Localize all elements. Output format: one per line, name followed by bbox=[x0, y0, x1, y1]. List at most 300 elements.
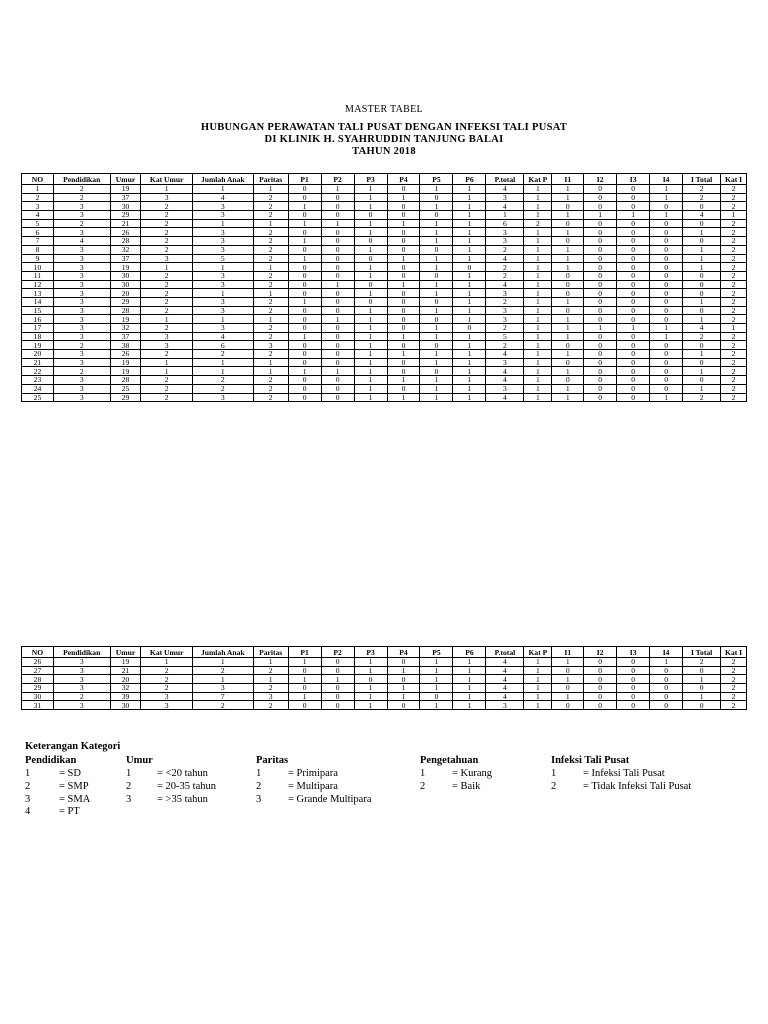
table-cell: 1 bbox=[141, 367, 192, 376]
table-cell: 1 bbox=[420, 384, 453, 393]
table-cell: 4 bbox=[683, 211, 721, 220]
column-header: NO bbox=[22, 647, 54, 658]
table-cell: 2 bbox=[141, 219, 192, 228]
table-row bbox=[22, 237, 747, 246]
table-cell: 4 bbox=[486, 367, 524, 376]
table-cell: 1 bbox=[387, 254, 420, 263]
table-cell: 1 bbox=[552, 367, 584, 376]
table-cell: 3 bbox=[53, 384, 110, 393]
table-cell: 1 bbox=[420, 393, 453, 402]
table-cell: 0 bbox=[288, 263, 321, 272]
table-cell: 2 bbox=[141, 280, 192, 289]
table-cell: 1 bbox=[354, 666, 387, 675]
table-cell: 3 bbox=[486, 228, 524, 237]
table-cell: 1 bbox=[524, 324, 552, 333]
table-cell: 6 bbox=[486, 219, 524, 228]
table-cell: 0 bbox=[683, 358, 721, 367]
table-cell: 30 bbox=[110, 701, 141, 710]
table-cell: 3 bbox=[53, 271, 110, 280]
table-cell: 0 bbox=[683, 701, 721, 710]
table-cell: 0 bbox=[650, 376, 683, 385]
table-cell: 2 bbox=[53, 367, 110, 376]
table-cell: 0 bbox=[683, 684, 721, 693]
table-cell: 0 bbox=[584, 306, 617, 315]
table-cell: 0 bbox=[650, 271, 683, 280]
table-cell: 1 bbox=[524, 297, 552, 306]
table-cell: 1 bbox=[354, 393, 387, 402]
table-cell: 3 bbox=[141, 193, 192, 202]
table-cell: 1 bbox=[683, 367, 721, 376]
table-cell: 19 bbox=[110, 263, 141, 272]
table-cell: 1 bbox=[420, 358, 453, 367]
table-cell: 2 bbox=[721, 306, 747, 315]
column-header: P2 bbox=[321, 174, 354, 185]
table-cell: 19 bbox=[110, 658, 141, 667]
table-cell: 1 bbox=[354, 367, 387, 376]
table-cell: 21 bbox=[110, 666, 141, 675]
table-cell: 2 bbox=[253, 280, 288, 289]
table-cell: 0 bbox=[387, 358, 420, 367]
table-cell: 0 bbox=[617, 367, 650, 376]
table-cell: 0 bbox=[584, 193, 617, 202]
table-cell: 0 bbox=[584, 237, 617, 246]
table-cell: 0 bbox=[288, 193, 321, 202]
table-cell: 1 bbox=[387, 393, 420, 402]
table-cell: 1 bbox=[683, 350, 721, 359]
table-cell: 2 bbox=[192, 376, 253, 385]
table-cell: 0 bbox=[354, 211, 387, 220]
table-cell: 2 bbox=[22, 193, 54, 202]
table-cell: 0 bbox=[584, 185, 617, 194]
table-cell: 1 bbox=[650, 185, 683, 194]
table-cell: 1 bbox=[552, 675, 584, 684]
table-cell: 32 bbox=[110, 684, 141, 693]
table-cell: 2 bbox=[721, 254, 747, 263]
table-cell: 0 bbox=[387, 202, 420, 211]
document-subtitle-line-1: HUBUNGAN PERAWATAN TALI PUSAT DENGAN INFEKSI TALI PUSAT bbox=[200, 122, 568, 133]
table-cell: 18 bbox=[22, 332, 54, 341]
table-cell: 0 bbox=[420, 297, 453, 306]
table-row bbox=[22, 245, 747, 254]
table-cell: 0 bbox=[387, 315, 420, 324]
column-header: I3 bbox=[617, 647, 650, 658]
table-cell: 1 bbox=[321, 219, 354, 228]
table-cell: 3 bbox=[192, 280, 253, 289]
table-cell: 3 bbox=[53, 280, 110, 289]
table-cell: 1 bbox=[453, 658, 486, 667]
table-cell: 1 bbox=[617, 324, 650, 333]
table-cell: 1 bbox=[552, 324, 584, 333]
table-cell: 1 bbox=[453, 202, 486, 211]
table-cell: 3 bbox=[53, 666, 110, 675]
table-cell: 0 bbox=[650, 254, 683, 263]
column-header: P2 bbox=[321, 647, 354, 658]
table-cell: 1 bbox=[524, 211, 552, 220]
table-cell: 24 bbox=[22, 384, 54, 393]
table-cell: 0 bbox=[584, 658, 617, 667]
table-cell: 1 bbox=[420, 237, 453, 246]
table-cell: 1 bbox=[354, 315, 387, 324]
table-cell: 0 bbox=[617, 254, 650, 263]
table-cell: 1 bbox=[192, 358, 253, 367]
table-cell: 0 bbox=[321, 211, 354, 220]
table-cell: 0 bbox=[584, 341, 617, 350]
table-cell: 1 bbox=[524, 350, 552, 359]
table-cell: 2 bbox=[721, 692, 747, 701]
table-cell: 0 bbox=[387, 658, 420, 667]
table-cell: 1 bbox=[387, 332, 420, 341]
table-cell: 1 bbox=[387, 219, 420, 228]
table-cell: 0 bbox=[387, 228, 420, 237]
table-cell: 30 bbox=[110, 271, 141, 280]
table-cell: 0 bbox=[387, 367, 420, 376]
table-cell: 1 bbox=[524, 367, 552, 376]
table-cell: 2 bbox=[253, 297, 288, 306]
table-cell: 0 bbox=[321, 263, 354, 272]
table-cell: 1 bbox=[141, 185, 192, 194]
legend-pengetahuan-label: = Baik bbox=[452, 781, 481, 792]
table-cell: 0 bbox=[420, 211, 453, 220]
table-cell: 1 bbox=[453, 228, 486, 237]
table-cell: 0 bbox=[650, 202, 683, 211]
table-cell: 2 bbox=[721, 393, 747, 402]
table-cell: 1 bbox=[453, 185, 486, 194]
table-cell: 1 bbox=[354, 271, 387, 280]
table-cell: 4 bbox=[486, 185, 524, 194]
table-cell: 7 bbox=[192, 692, 253, 701]
table-cell: 0 bbox=[650, 666, 683, 675]
table-cell: 2 bbox=[141, 297, 192, 306]
legend-infeksi-label: = Tidak Infeksi Tali Pusat bbox=[583, 781, 692, 792]
table-cell: 0 bbox=[617, 315, 650, 324]
table-cell: 2 bbox=[192, 666, 253, 675]
table-cell: 0 bbox=[321, 666, 354, 675]
column-header: P3 bbox=[354, 174, 387, 185]
table-header-row bbox=[22, 647, 747, 658]
table-cell: 3 bbox=[486, 701, 524, 710]
table-cell: 0 bbox=[584, 254, 617, 263]
table-cell: 0 bbox=[650, 384, 683, 393]
table-cell: 1 bbox=[288, 658, 321, 667]
table-cell: 39 bbox=[110, 692, 141, 701]
table-cell: 0 bbox=[321, 384, 354, 393]
column-header: P3 bbox=[354, 647, 387, 658]
table-cell: 0 bbox=[387, 237, 420, 246]
table-cell: 2 bbox=[141, 271, 192, 280]
column-header: Kat Umur bbox=[141, 174, 192, 185]
column-header: Pendidikan bbox=[53, 647, 110, 658]
table-cell: 3 bbox=[141, 332, 192, 341]
table-cell: 10 bbox=[22, 263, 54, 272]
table-row bbox=[22, 193, 747, 202]
table-cell: 0 bbox=[321, 358, 354, 367]
table-cell: 0 bbox=[420, 193, 453, 202]
table-cell: 1 bbox=[420, 350, 453, 359]
table-cell: 1 bbox=[524, 185, 552, 194]
table-cell: 2 bbox=[192, 350, 253, 359]
table-cell: 1 bbox=[552, 393, 584, 402]
table-cell: 1 bbox=[453, 245, 486, 254]
table-cell: 0 bbox=[650, 280, 683, 289]
table-cell: 4 bbox=[192, 332, 253, 341]
legend-umur-label: = >35 tahun bbox=[157, 794, 208, 805]
table-cell: 0 bbox=[584, 289, 617, 298]
table-cell: 0 bbox=[650, 263, 683, 272]
table-row bbox=[22, 332, 747, 341]
table-cell: 1 bbox=[453, 666, 486, 675]
table-cell: 4 bbox=[486, 666, 524, 675]
table-cell: 3 bbox=[141, 254, 192, 263]
table-cell: 0 bbox=[650, 237, 683, 246]
table-cell: 0 bbox=[321, 245, 354, 254]
table-cell: 3 bbox=[53, 350, 110, 359]
table-cell: 0 bbox=[683, 666, 721, 675]
table-cell: 1 bbox=[453, 193, 486, 202]
table-cell: 1 bbox=[420, 666, 453, 675]
table-cell: 0 bbox=[288, 211, 321, 220]
table-cell: 2 bbox=[721, 228, 747, 237]
table-cell: 0 bbox=[453, 324, 486, 333]
table-row bbox=[22, 341, 747, 350]
table-cell: 0 bbox=[683, 202, 721, 211]
column-header: Kat P bbox=[524, 647, 552, 658]
table-cell: 1 bbox=[354, 306, 387, 315]
legend-pendidikan-code: 2 bbox=[25, 781, 31, 792]
table-cell: 0 bbox=[354, 297, 387, 306]
table-cell: 0 bbox=[617, 289, 650, 298]
table-cell: 2 bbox=[141, 211, 192, 220]
table-cell: 0 bbox=[617, 376, 650, 385]
legend-pengetahuan-title: Pengetahuan bbox=[420, 755, 479, 766]
table-cell: 21 bbox=[110, 219, 141, 228]
table-cell: 0 bbox=[321, 306, 354, 315]
legend-umur-label: = 20-35 tahun bbox=[157, 781, 216, 792]
table-cell: 0 bbox=[288, 289, 321, 298]
table-cell: 2 bbox=[486, 245, 524, 254]
table-cell: 3 bbox=[192, 245, 253, 254]
column-header: I4 bbox=[650, 174, 683, 185]
table-cell: 0 bbox=[584, 393, 617, 402]
table-cell: 0 bbox=[617, 666, 650, 675]
legend-umur-code: 3 bbox=[126, 794, 132, 805]
table-cell: 1 bbox=[650, 658, 683, 667]
table-cell: 2 bbox=[486, 324, 524, 333]
table-cell: 0 bbox=[321, 393, 354, 402]
column-header: Pendidikan bbox=[53, 174, 110, 185]
table-cell: 2 bbox=[721, 237, 747, 246]
table-row bbox=[22, 289, 747, 298]
table-cell: 1 bbox=[617, 211, 650, 220]
table-cell: 0 bbox=[584, 297, 617, 306]
table-cell: 1 bbox=[453, 701, 486, 710]
table-cell: 0 bbox=[650, 245, 683, 254]
table-cell: 1 bbox=[524, 228, 552, 237]
table-cell: 0 bbox=[321, 254, 354, 263]
table-cell: 2 bbox=[683, 193, 721, 202]
table-cell: 1 bbox=[387, 692, 420, 701]
table-cell: 1 bbox=[253, 289, 288, 298]
table-cell: 17 bbox=[22, 324, 54, 333]
table-cell: 0 bbox=[552, 341, 584, 350]
table-cell: 1 bbox=[192, 263, 253, 272]
table-cell: 5 bbox=[192, 254, 253, 263]
table-cell: 3 bbox=[192, 393, 253, 402]
table-cell: 2 bbox=[253, 332, 288, 341]
table-cell: 1 bbox=[683, 254, 721, 263]
table-cell: 1 bbox=[524, 245, 552, 254]
table-cell: 1 bbox=[552, 263, 584, 272]
table-cell: 3 bbox=[486, 306, 524, 315]
table-cell: 1 bbox=[524, 675, 552, 684]
table-cell: 0 bbox=[420, 692, 453, 701]
table-cell: 0 bbox=[321, 701, 354, 710]
table-cell: 3 bbox=[53, 245, 110, 254]
table-cell: 4 bbox=[486, 692, 524, 701]
table-cell: 1 bbox=[683, 297, 721, 306]
table-cell: 4 bbox=[486, 202, 524, 211]
table-cell: 3 bbox=[192, 211, 253, 220]
table-cell: 0 bbox=[584, 684, 617, 693]
table-cell: 2 bbox=[253, 237, 288, 246]
table-cell: 3 bbox=[53, 297, 110, 306]
table-cell: 37 bbox=[110, 254, 141, 263]
legend-paritas-code: 3 bbox=[256, 794, 262, 805]
table-cell: 2 bbox=[721, 280, 747, 289]
table-cell: 0 bbox=[387, 185, 420, 194]
table-cell: 0 bbox=[650, 315, 683, 324]
table-cell: 0 bbox=[552, 219, 584, 228]
table-row bbox=[22, 185, 747, 194]
legend-pengetahuan-code: 1 bbox=[420, 768, 426, 779]
table-cell: 0 bbox=[321, 324, 354, 333]
table-cell: 0 bbox=[288, 341, 321, 350]
table-cell: 2 bbox=[253, 254, 288, 263]
table-cell: 2 bbox=[253, 376, 288, 385]
table-cell: 1 bbox=[524, 332, 552, 341]
table-cell: 1 bbox=[420, 185, 453, 194]
table-cell: 1 bbox=[524, 666, 552, 675]
table-cell: 2 bbox=[141, 228, 192, 237]
table-cell: 1 bbox=[683, 315, 721, 324]
column-header: P5 bbox=[420, 647, 453, 658]
column-header: Kat P bbox=[524, 174, 552, 185]
table-cell: 1 bbox=[354, 324, 387, 333]
table-cell: 1 bbox=[453, 315, 486, 324]
table-cell: 3 bbox=[22, 202, 54, 211]
table-cell: 1 bbox=[524, 341, 552, 350]
table-cell: 1 bbox=[354, 289, 387, 298]
table-cell: 2 bbox=[721, 263, 747, 272]
table-cell: 1 bbox=[354, 658, 387, 667]
table-cell: 1 bbox=[524, 289, 552, 298]
table-cell: 2 bbox=[721, 341, 747, 350]
table-cell: 0 bbox=[584, 228, 617, 237]
table-cell: 0 bbox=[584, 376, 617, 385]
table-cell: 0 bbox=[683, 341, 721, 350]
legend-umur-code: 1 bbox=[126, 768, 132, 779]
table-cell: 1 bbox=[420, 701, 453, 710]
table-cell: 3 bbox=[53, 358, 110, 367]
table-cell: 1 bbox=[253, 315, 288, 324]
table-cell: 26 bbox=[22, 658, 54, 667]
table-cell: 0 bbox=[387, 289, 420, 298]
table-cell: 1 bbox=[524, 376, 552, 385]
table-cell: 1 bbox=[420, 376, 453, 385]
table-cell: 0 bbox=[420, 341, 453, 350]
table-cell: 1 bbox=[141, 658, 192, 667]
table-cell: 0 bbox=[420, 271, 453, 280]
table-cell: 0 bbox=[387, 675, 420, 684]
table-cell: 3 bbox=[192, 202, 253, 211]
table-cell: 0 bbox=[584, 701, 617, 710]
table-cell: 2 bbox=[721, 367, 747, 376]
table-cell: 0 bbox=[584, 245, 617, 254]
table-cell: 0 bbox=[650, 684, 683, 693]
table-cell: 1 bbox=[524, 193, 552, 202]
table-cell: 19 bbox=[110, 315, 141, 324]
table-cell: 0 bbox=[288, 315, 321, 324]
table-cell: 0 bbox=[387, 263, 420, 272]
table-row bbox=[22, 350, 747, 359]
table-cell: 1 bbox=[420, 219, 453, 228]
table-cell: 1 bbox=[552, 692, 584, 701]
table-cell: 0 bbox=[420, 367, 453, 376]
table-cell: 0 bbox=[387, 306, 420, 315]
table-cell: 1 bbox=[192, 658, 253, 667]
table-cell: 1 bbox=[420, 306, 453, 315]
table-cell: 1 bbox=[354, 350, 387, 359]
table-cell: 1 bbox=[486, 211, 524, 220]
legend-pendidikan-code: 3 bbox=[25, 794, 31, 805]
table-cell: 2 bbox=[253, 350, 288, 359]
table-cell: 3 bbox=[53, 675, 110, 684]
legend-umur-code: 2 bbox=[126, 781, 132, 792]
table-cell: 2 bbox=[721, 185, 747, 194]
table-cell: 0 bbox=[617, 193, 650, 202]
table-cell: 0 bbox=[584, 271, 617, 280]
table-cell: 38 bbox=[110, 341, 141, 350]
table-cell: 1 bbox=[387, 193, 420, 202]
table-cell: 3 bbox=[53, 228, 110, 237]
table-cell: 0 bbox=[617, 306, 650, 315]
table-cell: 1 bbox=[552, 245, 584, 254]
document-subtitle-line-3: TAHUN 2018 bbox=[352, 146, 416, 157]
table-cell: 2 bbox=[253, 202, 288, 211]
table-cell: 1 bbox=[354, 684, 387, 693]
table-cell: 0 bbox=[288, 324, 321, 333]
table-cell: 0 bbox=[321, 271, 354, 280]
table-cell: 4 bbox=[486, 376, 524, 385]
table-cell: 1 bbox=[453, 376, 486, 385]
table-cell: 0 bbox=[617, 393, 650, 402]
table-cell: 0 bbox=[552, 237, 584, 246]
table-cell: 2 bbox=[524, 219, 552, 228]
table-cell: 0 bbox=[584, 350, 617, 359]
column-header: P1 bbox=[288, 174, 321, 185]
table-cell: 1 bbox=[354, 332, 387, 341]
table-cell: 0 bbox=[387, 245, 420, 254]
table-cell: 1 bbox=[524, 271, 552, 280]
legend-pendidikan-code: 4 bbox=[25, 806, 31, 817]
table-cell: 0 bbox=[584, 675, 617, 684]
table-cell: 1 bbox=[420, 658, 453, 667]
table-cell: 2 bbox=[721, 245, 747, 254]
table-cell: 1 bbox=[192, 675, 253, 684]
table-cell: 3 bbox=[53, 306, 110, 315]
table-row bbox=[22, 297, 747, 306]
table-cell: 1 bbox=[524, 658, 552, 667]
table-cell: 0 bbox=[321, 341, 354, 350]
